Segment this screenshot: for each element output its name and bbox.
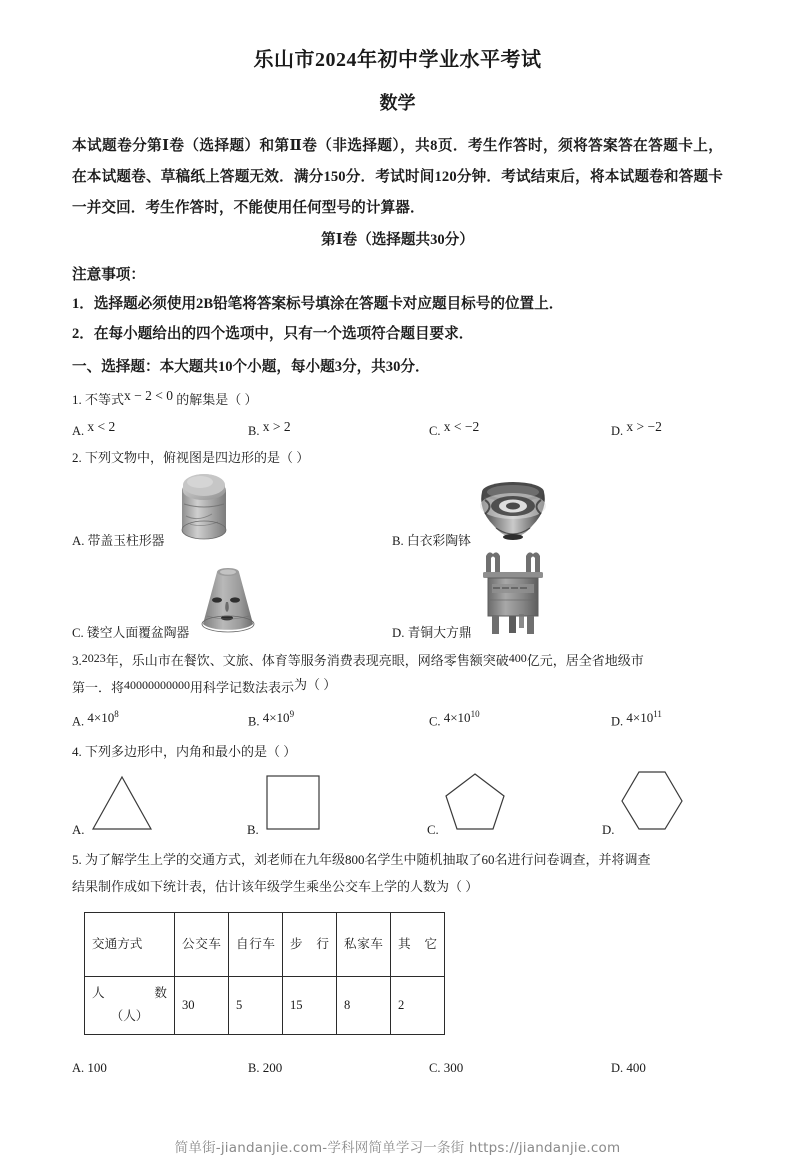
question-2-options-row-1 bbox=[72, 472, 723, 556]
question-3-amount: 400 bbox=[508, 651, 527, 666]
question-3-text-2: 亿元，居全省地级市 bbox=[526, 653, 644, 669]
question-5-option-a[interactable] bbox=[72, 1057, 248, 1080]
table-header-category: 交通方式 bbox=[85, 912, 175, 976]
question-3-number: 3. bbox=[72, 653, 82, 669]
pentagon-icon bbox=[442, 770, 508, 842]
question-3-option-c[interactable] bbox=[429, 710, 611, 733]
question-5-options bbox=[72, 1057, 723, 1080]
option-d-value: x > −2 bbox=[626, 419, 662, 435]
face-pottery-vessel-icon bbox=[193, 560, 263, 644]
page-footer: 简单街-jiandanjie.com-学科网简单学习一条街 https://jiandanjie.com bbox=[174, 1140, 621, 1156]
option-a-value: 100 bbox=[87, 1059, 107, 1075]
option-d-value: 400 bbox=[626, 1059, 646, 1075]
painted-pottery-bowl-icon bbox=[474, 470, 552, 552]
question-2-option-b[interactable] bbox=[392, 470, 552, 552]
jade-cylinder-vessel-icon bbox=[168, 464, 240, 552]
table-cell-bicycle-count: 5 bbox=[229, 976, 283, 1034]
option-label-c: C. bbox=[429, 424, 441, 439]
question-3-year: 2023 bbox=[81, 651, 106, 666]
option-label-a: A. bbox=[72, 713, 85, 728]
table-cell-other-count: 2 bbox=[391, 976, 445, 1034]
option-b-value: 200 bbox=[262, 1059, 283, 1075]
question-5-option-d[interactable] bbox=[611, 1057, 723, 1080]
question-2-option-a[interactable] bbox=[72, 464, 240, 552]
option-d-label: D. 青铜大方鼎 bbox=[392, 625, 472, 640]
square-icon bbox=[262, 772, 324, 842]
section-title-part1: 第Ⅰ卷（选择题共30分） bbox=[321, 231, 474, 248]
question-4-options bbox=[72, 767, 723, 843]
notice-item-2: 2．在每小题给出的四个选项中，只有一个选项符合题目要求． bbox=[72, 326, 474, 343]
question-2-option-c[interactable] bbox=[72, 560, 263, 644]
question-1-expression: x − 2 < 0 bbox=[124, 387, 173, 403]
question-1-stem bbox=[72, 387, 723, 412]
question-4-stem: 4. 下列多边形中，内角和最小的是（ ） bbox=[72, 743, 297, 759]
triangle-icon bbox=[88, 772, 156, 842]
question-1-text-before: 不等式 bbox=[85, 391, 125, 407]
question-3-option-d[interactable] bbox=[611, 710, 723, 733]
option-label-b: B. bbox=[248, 713, 260, 728]
question-4-option-a[interactable] bbox=[72, 772, 156, 842]
question-3-text-3: 第一．将 bbox=[72, 679, 125, 695]
question-3-stem-line-1 bbox=[72, 650, 723, 673]
table-header-bus: 公交车 bbox=[175, 912, 229, 976]
bronze-square-ding-icon bbox=[475, 548, 551, 644]
table-header-bicycle: 自行车 bbox=[229, 912, 283, 976]
option-a-base: 4×10 bbox=[87, 709, 115, 725]
question-5-option-b[interactable] bbox=[248, 1057, 429, 1080]
option-label-a: A. bbox=[72, 424, 85, 439]
option-c-label: C. 镂空人面覆盆陶器 bbox=[72, 625, 190, 640]
option-c-exponent: 10 bbox=[470, 708, 480, 719]
subject-title: 数学 bbox=[379, 93, 416, 113]
option-c-value: 300 bbox=[443, 1059, 464, 1075]
page-title: 乐山市2024年初中学业水平考试 bbox=[253, 49, 542, 71]
question-5-option-c[interactable] bbox=[429, 1057, 611, 1080]
question-3-text-4: 用科学记数法表示 bbox=[190, 679, 295, 695]
question-3-text-5: 为（ ） bbox=[294, 676, 337, 692]
question-2-option-d[interactable] bbox=[392, 548, 551, 644]
option-b-label: B. bbox=[247, 823, 259, 838]
question-2 bbox=[72, 447, 723, 646]
table-row-label-count bbox=[85, 976, 175, 1034]
count-label-line1: 人 数 bbox=[92, 986, 167, 1001]
table-header-other: 其它 bbox=[391, 912, 445, 976]
option-label-d: D. bbox=[611, 1060, 624, 1075]
option-label-d: D. bbox=[611, 424, 624, 439]
question-1-options bbox=[72, 418, 723, 443]
option-c-value: x < −2 bbox=[443, 419, 480, 435]
question-1-option-b[interactable] bbox=[248, 418, 429, 443]
question-1 bbox=[72, 387, 723, 444]
question-3-option-a[interactable] bbox=[72, 710, 248, 733]
question-1-number: 1. bbox=[72, 391, 82, 407]
question-2-stem: 2. 下列文物中，俯视图是四边形的是（ ） bbox=[72, 450, 310, 466]
option-a-label: A. 带盖玉柱形器 bbox=[72, 533, 165, 548]
question-3-big-number: 40000000000 bbox=[124, 677, 191, 692]
question-1-option-c[interactable] bbox=[429, 418, 611, 443]
question-4-option-b[interactable] bbox=[247, 772, 324, 842]
question-1-option-a[interactable] bbox=[72, 418, 248, 443]
question-5-stem-line-1: 5. 为了解学生上学的交通方式，刘老师在九年级800名学生中随机抽取了60名进行问卷调查，并将调查 bbox=[72, 852, 651, 868]
option-b-value: x > 2 bbox=[262, 419, 291, 435]
option-label-a: A. bbox=[72, 1060, 85, 1075]
option-b-label: B. 白衣彩陶钵 bbox=[392, 533, 471, 548]
hexagon-icon bbox=[618, 768, 686, 842]
option-d-exponent: 11 bbox=[653, 708, 662, 719]
count-label-line2: （人） bbox=[110, 1009, 149, 1024]
notice-item-1: 1．选择题必须使用2B铅笔将答案标号填涂在答题卡对应题目标号的位置上． bbox=[72, 296, 564, 313]
option-d-base: 4×10 bbox=[626, 709, 654, 725]
exam-page bbox=[0, 45, 795, 1080]
table-cell-walk-count: 15 bbox=[283, 976, 337, 1034]
option-c-base: 4×10 bbox=[443, 709, 471, 725]
table-row-values bbox=[85, 976, 445, 1034]
question-1-option-d[interactable] bbox=[611, 418, 723, 443]
question-3-stem-line-2 bbox=[72, 677, 723, 700]
table-cell-private-car-count: 8 bbox=[337, 976, 391, 1034]
table-header-walk: 步行 bbox=[283, 912, 337, 976]
question-5-stem-line-2: 结果制作成如下统计表，估计该年级学生乘坐公交车上学的人数为（ ） bbox=[72, 879, 479, 895]
option-label-c: C. bbox=[429, 1060, 441, 1075]
option-label-b: B. bbox=[248, 1060, 260, 1075]
option-d-label: D. bbox=[602, 823, 615, 838]
question-5 bbox=[72, 849, 723, 1079]
question-3-text-1: 年，乐山市在餐饮、文旅、体育等服务消费表现亮眼，网络零售额突破 bbox=[105, 653, 509, 669]
question-3 bbox=[72, 650, 723, 733]
notice-heading: 注意事项： bbox=[72, 267, 145, 283]
option-a-exponent: 8 bbox=[114, 708, 119, 719]
question-4 bbox=[72, 741, 723, 844]
question-1-text-after: 的解集是（ ） bbox=[176, 391, 258, 407]
option-b-base: 4×10 bbox=[262, 709, 290, 725]
table-cell-bus-count: 30 bbox=[175, 976, 229, 1034]
question-2-options-row-2 bbox=[72, 558, 723, 646]
question-3-option-b[interactable] bbox=[248, 710, 429, 733]
table-row-header bbox=[85, 912, 445, 976]
transport-statistics-table bbox=[84, 912, 445, 1035]
question-4-option-d[interactable] bbox=[602, 768, 686, 842]
table-header-private-car: 私家车 bbox=[337, 912, 391, 976]
option-b-exponent: 9 bbox=[289, 708, 295, 719]
option-label-d: D. bbox=[611, 713, 624, 728]
question-3-options bbox=[72, 710, 723, 733]
option-label-b: B. bbox=[248, 424, 260, 439]
part-heading-choice: 一、选择题：本大题共10个小题，每小题3分，共30分． bbox=[72, 359, 430, 375]
exam-instructions: 本试题卷分第Ⅰ卷（选择题）和第Ⅱ卷（非选择题），共8页．考生作答时，须将答案答在答题卡上，在本试题卷、草稿纸上答题无效．满分150分．考试时间120分钟．考试结束后，将本试题卷和答题卡一并交回．考生作答时，不能使用任何型号的计算器． bbox=[72, 138, 723, 216]
option-label-c: C. bbox=[429, 713, 441, 728]
question-4-option-c[interactable] bbox=[427, 770, 508, 842]
option-a-label: A. bbox=[72, 823, 85, 838]
option-c-label: C. bbox=[427, 823, 439, 838]
option-a-value: x < 2 bbox=[87, 419, 116, 435]
